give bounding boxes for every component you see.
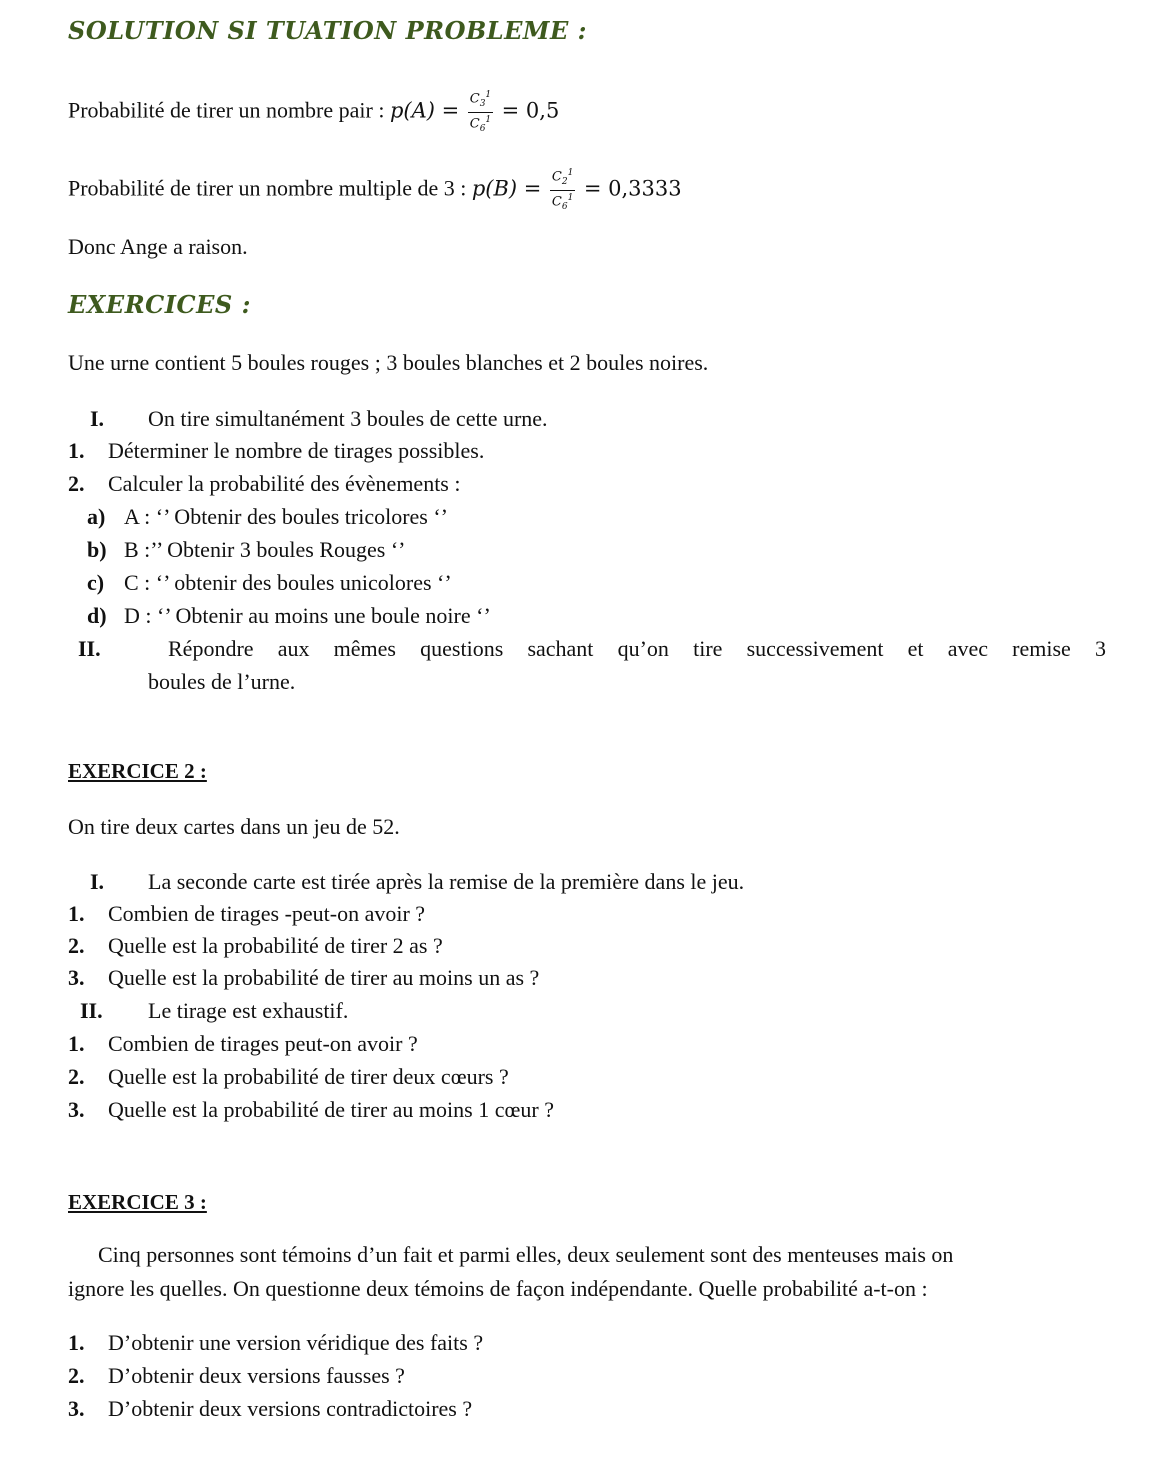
exercices-part1 xyxy=(90,404,548,434)
part-text-line2: boules de l’urne. xyxy=(148,669,296,694)
question-text: Déterminer le nombre de tirages possibles. xyxy=(108,438,485,463)
fraction-b-den: C xyxy=(551,194,562,210)
fraction-a-num: C xyxy=(469,91,480,107)
part-number: I. xyxy=(90,869,105,894)
question-text: Combien de tirages peut-on avoir ? xyxy=(108,1031,418,1056)
probability-multiple3-fraction xyxy=(550,166,575,215)
question-text: D’obtenir deux versions contradictoires ? xyxy=(108,1396,473,1421)
question-number: 3. xyxy=(68,1396,85,1421)
exercice2-part1-question-3 xyxy=(68,963,539,993)
probability-even-lhs: p(A) = xyxy=(389,98,460,123)
part-text: La seconde carte est tirée après la remise de la première dans le jeu. xyxy=(148,869,745,894)
part-text: On tire simultanément 3 boules de cette urne. xyxy=(148,406,548,431)
event-text: C : ‘’ obtenir des boules unicolores ‘’ xyxy=(124,570,452,595)
event-text: B :’’ Obtenir 3 boules Rouges ‘’ xyxy=(124,537,406,562)
exercices-part2 xyxy=(78,634,1106,664)
event-text: A : ‘’ Obtenir des boules tricolores ‘’ xyxy=(124,504,449,529)
question-text: Quelle est la probabilité de tirer 2 as ? xyxy=(108,933,443,958)
exercice3-question-2 xyxy=(68,1361,405,1391)
fraction-b-den-sup: 1 xyxy=(567,192,574,203)
event-text: D : ‘’ Obtenir au moins une boule noire ‘’ xyxy=(124,603,491,628)
probability-even-line xyxy=(68,88,559,137)
event-d xyxy=(87,601,491,631)
fraction-b-den-sub: 6 xyxy=(561,201,568,212)
question-text: Quelle est la probabilité de tirer deux cœurs ? xyxy=(108,1064,509,1089)
exercices-question-1 xyxy=(68,436,484,466)
fraction-b-num-sub: 2 xyxy=(561,176,568,187)
exercice2-part1 xyxy=(90,867,744,897)
question-text: Combien de tirages -peut-on avoir ? xyxy=(108,901,426,926)
exercice2-part2-question-1 xyxy=(68,1029,418,1059)
exercice3-question-3 xyxy=(68,1394,472,1424)
probability-multiple3-result: = 0,3333 xyxy=(583,176,682,201)
fraction-a-num-sub: 3 xyxy=(479,98,486,109)
question-number: 2. xyxy=(68,933,85,958)
part-text-line1: Répondre aux mêmes questions sachant qu’on tire successivement et avec remise 3 xyxy=(168,636,1106,661)
question-number: 2. xyxy=(68,1064,85,1089)
exercice2-part2 xyxy=(80,996,348,1026)
probability-multiple3-lhs: p(B) = xyxy=(471,176,542,201)
exercice2-part2-question-3 xyxy=(68,1095,554,1125)
event-label: b) xyxy=(87,537,107,562)
exercice3-paragraph-line2: ignore les quelles. On questionne deux témoins de façon indépendante. Quelle probabilité a-t-on : xyxy=(68,1276,928,1301)
fraction-b-num: C xyxy=(551,169,562,185)
exercice2-title: EXERCICE 2 : xyxy=(68,759,207,783)
question-number: 1. xyxy=(68,1330,85,1355)
question-text: D’obtenir deux versions fausses ? xyxy=(108,1363,405,1388)
event-c xyxy=(87,568,452,598)
fraction-b-num-sup: 1 xyxy=(567,168,574,178)
part-number: II. xyxy=(78,636,101,661)
fraction-a-den-sub: 6 xyxy=(479,123,486,134)
exercice3-question-1 xyxy=(68,1328,483,1358)
probability-multiple3-text: Probabilité de tirer un nombre multiple de 3 : xyxy=(68,175,467,201)
exercice2-part2-question-2 xyxy=(68,1062,509,1092)
question-number: 1. xyxy=(68,901,85,926)
probability-even-result: = 0,5 xyxy=(501,98,560,123)
probability-even-fraction xyxy=(468,88,493,137)
exercice2-part1-question-2 xyxy=(68,931,443,961)
solution-title: SOLUTION SI TUATION PROBLEME : xyxy=(68,16,587,45)
question-number: 2. xyxy=(68,1363,85,1388)
event-a xyxy=(87,502,448,532)
event-label: c) xyxy=(87,570,105,595)
question-number: 3. xyxy=(68,965,85,990)
event-b xyxy=(87,535,405,565)
fraction-a-den: C xyxy=(469,116,480,132)
exercice2-intro: On tire deux cartes dans un jeu de 52. xyxy=(68,814,400,839)
probability-even-text: Probabilité de tirer un nombre pair : xyxy=(68,97,385,123)
part-number: II. xyxy=(80,998,103,1023)
question-text: Quelle est la probabilité de tirer au moins un as ? xyxy=(108,965,540,990)
exercice3-title: EXERCICE 3 : xyxy=(68,1190,207,1214)
question-number: 2. xyxy=(68,471,85,496)
question-text: Quelle est la probabilité de tirer au moins 1 cœur ? xyxy=(108,1097,554,1122)
fraction-a-num-sup: 1 xyxy=(485,90,492,100)
event-label: d) xyxy=(87,603,107,628)
question-number: 3. xyxy=(68,1097,85,1122)
probability-multiple3-line xyxy=(68,166,682,215)
question-number: 1. xyxy=(68,438,85,463)
exercices-question-2 xyxy=(68,469,460,499)
exercice3-paragraph-line1: Cinq personnes sont témoins d’un fait et parmi elles, deux seulement sont des menteuses mais on xyxy=(98,1242,954,1267)
fraction-a-den-sup: 1 xyxy=(485,114,492,125)
exercice2-part1-question-1 xyxy=(68,899,425,929)
exercices-title: EXERCICES : xyxy=(68,290,251,319)
exercices-intro: Une urne contient 5 boules rouges ; 3 boules blanches et 2 boules noires. xyxy=(68,350,709,375)
conclusion: Donc Ange a raison. xyxy=(68,234,248,259)
question-number: 1. xyxy=(68,1031,85,1056)
event-label: a) xyxy=(87,504,106,529)
question-text: D’obtenir une version véridique des faits ? xyxy=(108,1330,484,1355)
question-text: Calculer la probabilité des évènements : xyxy=(108,471,461,496)
part-text: Le tirage est exhaustif. xyxy=(148,998,349,1023)
part-number: I. xyxy=(90,406,105,431)
